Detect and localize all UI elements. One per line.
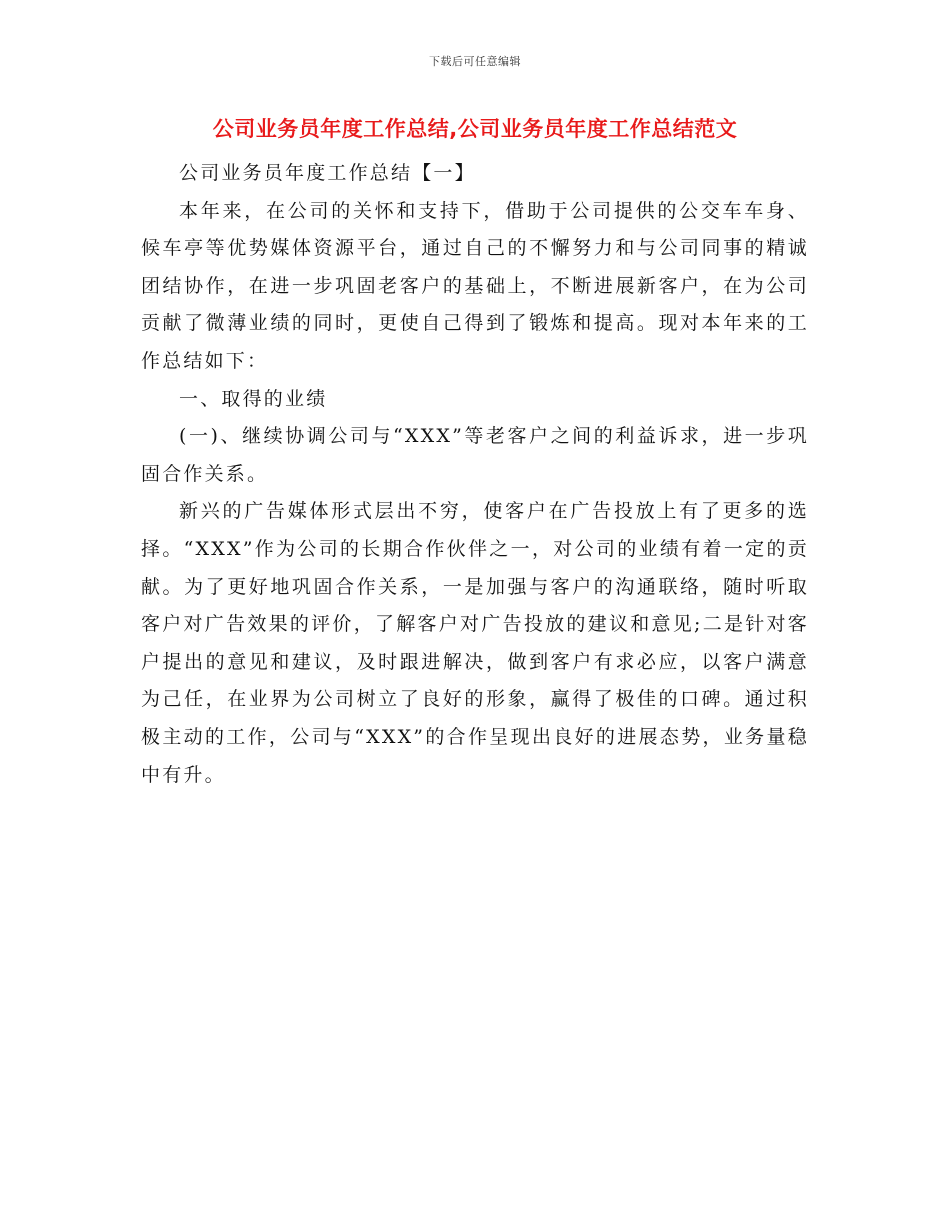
paragraph-intro: 本年来，在公司的关怀和支持下，借助于公司提供的公交车车身、候车亭等优势媒体资源平台，通过自己的不懈努力和与公司同事的精诚团结协作，在进一步巩固老客户的基础上，不断进展新客户，在为公司贡献了微薄业绩的同时，更使自己得到了锻炼和提高。现对本年来的工作总结如下： xyxy=(141,199,809,372)
paragraph-item-1: (一)、继续协调公司与“XXX”等老客户之间的利益诉求，进一步巩固合作关系。 xyxy=(141,425,809,485)
section-heading: 公司业务员年度工作总结【一】 xyxy=(179,162,476,184)
document-title: 公司业务员年度工作总结,公司业务员年度工作总结范文 xyxy=(212,117,738,141)
subsection-heading: 一、取得的业绩 xyxy=(179,387,328,410)
document-body xyxy=(141,155,809,794)
paragraph-detail: 新兴的广告媒体形式层出不穷，使客户在广告投放上有了更多的选择。“XXX”作为公司的长期合作伙伴之一，对公司的业绩有着一定的贡献。为了更好地巩固合作关系，一是加强与客户的沟通联络，随时听取客户对广告效果的评价，了解客户对广告投放的建议和意见;二是针对客户提出的意见和建议，及时跟进解决，做到客户有求必应，以客户满意为己任，在业界为公司树立了良好的形象，赢得了极佳的口碑。通过积极主动的工作，公司与“XXX”的合作呈现出良好的进展态势，业务量稳中有升。 xyxy=(141,500,809,786)
header-note: 下载后可任意编辑 xyxy=(429,55,521,68)
